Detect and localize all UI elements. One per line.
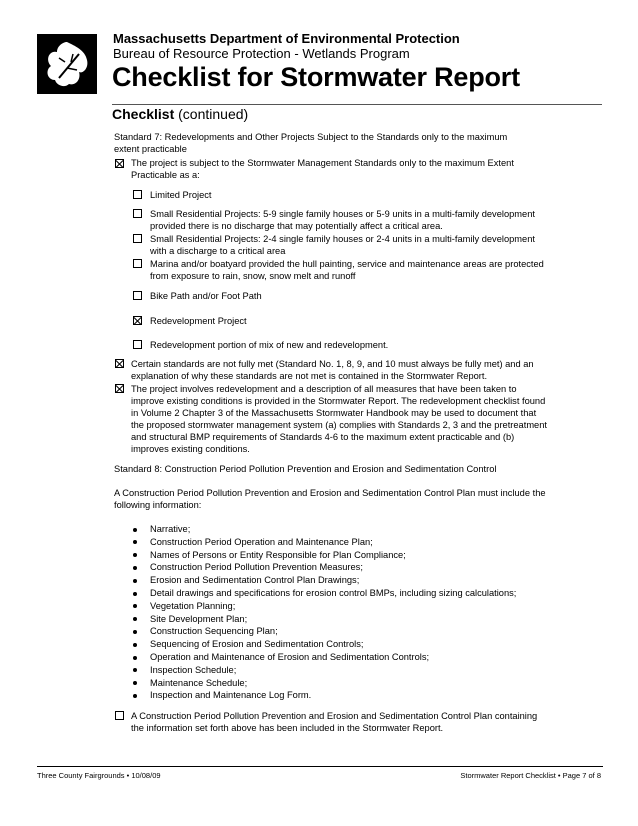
std8-final-line1: A Construction Period Pollution Prevention and Erosion and Sedimentation Control Plan containing (131, 711, 538, 721)
option-label-cont: provided there is no discharge that may potentially affect a critical area. (150, 221, 443, 231)
std7-heading-line2: extent practicable (114, 144, 187, 154)
std7-main-line1: The project is subject to the Stormwater Management Standards only to the maximum Extent (131, 158, 514, 168)
bullet-icon (133, 681, 137, 685)
redevelopment-mix-checkbox[interactable] (133, 340, 142, 349)
limited-project-checkbox[interactable] (133, 190, 142, 199)
marina-boatyard-checkbox[interactable] (133, 259, 142, 268)
redevelopment-measures-checkbox[interactable] (115, 384, 124, 393)
bullet-icon (133, 694, 137, 698)
std8-item: Operation and Maintenance of Erosion and Sedimentation Controls; (150, 652, 430, 662)
bike-path-checkbox[interactable] (133, 291, 142, 300)
std8-heading: Standard 8: Construction Period Pollution Prevention and Erosion and Sedimentation Control (114, 464, 497, 474)
redevelopment-project-checkbox[interactable] (133, 316, 142, 325)
option-label-cont: from exposure to rain, snow, snow melt and runoff (150, 271, 356, 281)
bullet-icon (133, 540, 137, 544)
certain-standards-line1: Certain standards are not fully met (Standard No. 1, 8, 9, and 10 must always be fully met) and an (131, 359, 534, 369)
bullet-icon (133, 579, 137, 583)
std8-item: Names of Persons or Entity Responsible for Plan Compliance; (150, 549, 406, 560)
bullet-icon (133, 604, 137, 608)
section-rule (112, 104, 602, 105)
option-label: Small Residential Projects: 2-4 single family houses or 2-4 units in a multi-family development (150, 234, 535, 244)
std8-final-line2: the information set forth above has been included in the Stormwater Report. (131, 723, 444, 733)
section-title: Checklist (112, 106, 175, 122)
footer-left: Three County Fairgrounds • 10/08/09 (37, 771, 161, 780)
std8-intro-line2: following information: (114, 500, 202, 510)
option-label-cont: with a discharge to a critical area (150, 246, 286, 256)
bullet-icon (133, 668, 137, 672)
std8-item: Erosion and Sedimentation Control Plan Drawings; (150, 575, 360, 586)
option-label: Limited Project (150, 190, 212, 200)
redev-line: The project involves redevelopment and a description of all measures that have been taken to (131, 384, 517, 394)
std8-item: Narrative; (150, 524, 191, 534)
redev-line: the proposed stormwater management system (a) complies with Standards 2, 3 and the pretreatment (131, 420, 547, 430)
std7-heading-line1: Standard 7: Redevelopments and Other Projects Subject to the Standards only to the maximum (114, 132, 508, 142)
std8-item: Vegetation Planning; (150, 600, 236, 611)
redev-line: improves existing conditions. (131, 444, 250, 454)
bullet-icon (133, 617, 137, 621)
bullet-icon (133, 656, 137, 660)
redev-line: in Volume 2 Chapter 3 of the Massachusetts Stormwater Handbook may be used to document that (131, 408, 537, 418)
certain-standards-line2: explanation of why these standards are not met is contained in the Stormwater Report. (131, 371, 488, 381)
redev-line: and structural BMP requirements of Standards 4-6 to the maximum extent practicable and (b) (131, 432, 515, 442)
dep-logo (37, 34, 97, 94)
std8-item: Detail drawings and specifications for erosion control BMPs, including sizing calculations; (150, 588, 517, 598)
std8-item: Inspection and Maintenance Log Form. (150, 690, 312, 701)
document-title: Checklist for Stormwater Report (112, 62, 520, 92)
option-label: Redevelopment Project (150, 316, 247, 326)
section-subtitle: (continued) (178, 106, 249, 122)
std8-intro-line1: A Construction Period Pollution Prevention and Erosion and Sedimentation Control Plan must include the (114, 488, 546, 498)
bullet-icon (133, 566, 137, 570)
section-heading (112, 106, 248, 122)
certain-standards-checkbox[interactable] (115, 359, 124, 368)
std8-item: Construction Period Operation and Maintenance Plan; (150, 536, 373, 547)
bureau-name: Bureau of Resource Protection - Wetlands Program (113, 46, 410, 61)
bullet-icon (133, 643, 137, 647)
bullet-icon (133, 553, 137, 557)
std8-item: Inspection Schedule; (150, 664, 237, 675)
option-label: Small Residential Projects: 5-9 single family houses or 5-9 units in a multi-family development (150, 209, 535, 219)
std7-main-line2: Practicable as a: (131, 170, 200, 180)
agency-name: Massachusetts Department of Environmental Protection (113, 31, 460, 46)
option-label: Redevelopment portion of mix of new and redevelopment. (150, 340, 389, 350)
std8-item: Sequencing of Erosion and Sedimentation Controls; (150, 639, 364, 650)
bullet-icon (133, 592, 137, 596)
footer-right: Stormwater Report Checklist • Page 7 of 8 (460, 771, 601, 780)
std7-main-checkbox[interactable] (115, 159, 124, 168)
std8-item: Site Development Plan; (150, 613, 248, 624)
std8-item: Maintenance Schedule; (150, 677, 248, 688)
small-residential-2-4-checkbox[interactable] (133, 234, 142, 243)
std8-item: Construction Period Pollution Prevention Measures; (150, 562, 363, 573)
option-label: Marina and/or boatyard provided the hull painting, service and maintenance areas are protected (150, 259, 544, 269)
std8-item: Construction Sequencing Plan; (150, 626, 278, 637)
bullet-icon (133, 630, 137, 634)
footer-rule (37, 766, 603, 767)
option-label: Bike Path and/or Foot Path (150, 291, 262, 301)
std8-plan-checkbox[interactable] (115, 711, 124, 720)
bullet-icon (133, 528, 137, 532)
small-residential-5-9-checkbox[interactable] (133, 209, 142, 218)
redev-line: improve existing conditions is provided in the Stormwater Report. The redevelopment checklist found (131, 396, 546, 406)
